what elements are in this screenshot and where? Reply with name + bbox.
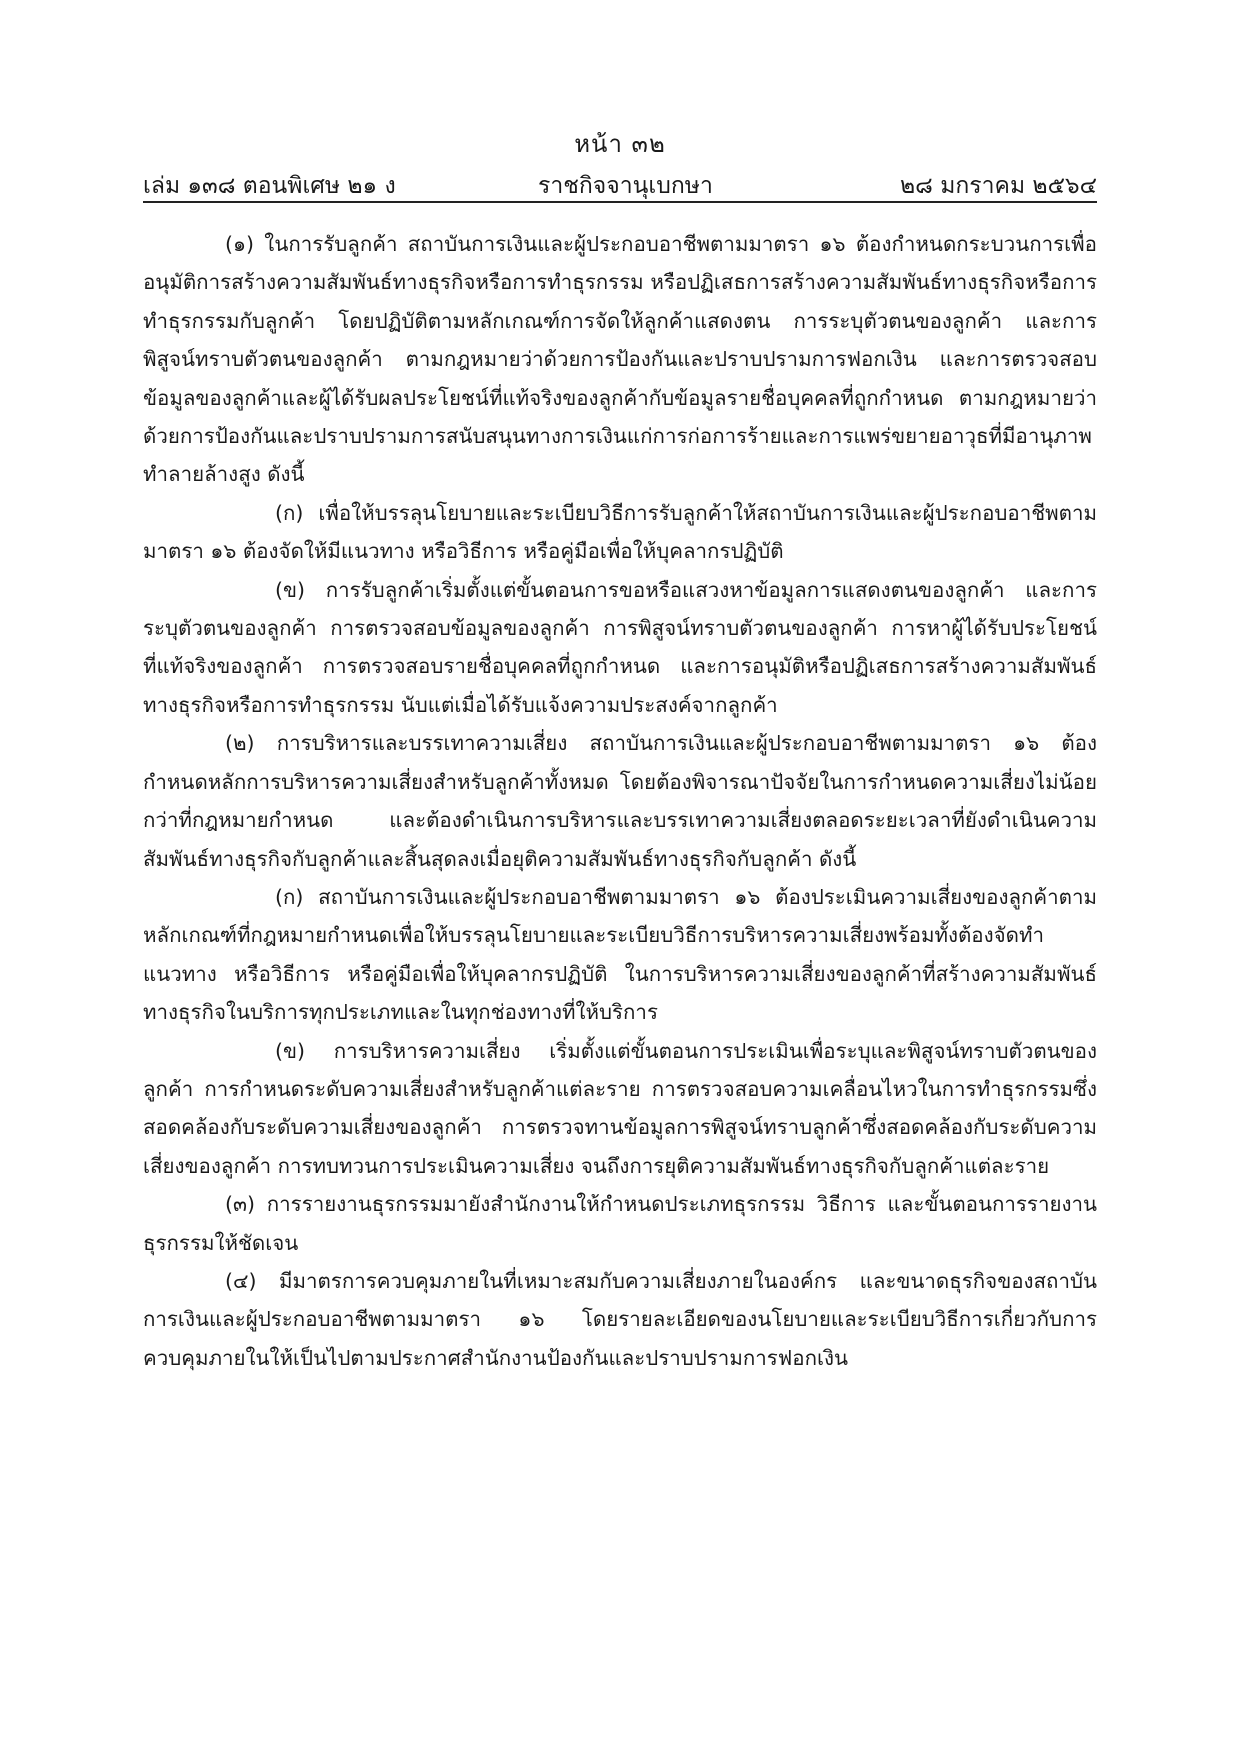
volume-issue: เล่ม ๑๓๘ ตอนพิเศษ ๒๑ ง bbox=[143, 173, 396, 199]
document-body bbox=[143, 225, 1097, 1377]
clause-3: (๓) การรายงานธุรกรรมมายังสำนักงานให้กำหนดประเภทธุรกรรม วิธีการ และขั้นตอนการรายงานธุรกรรมให้ชัดเจน bbox=[143, 1192, 1097, 1255]
clause-4: (๔) มีมาตรการควบคุมภายในที่เหมาะสมกับความเสี่ยงภายในองค์กร และขนาดธุรกิจของสถาบันการเงินและผู้ประกอบอาชีพตามมาตรา ๑๖ โดยรายละเอียดของนโยบายและระเบียบวิธีการเกี่ยวกับการควบคุมภายในให้เป็นไปตามประกาศสำนักงานป้องกันและปราบปรามการฟอกเงิน bbox=[143, 1268, 1097, 1370]
clause-2: (๒) การบริหารและบรรเทาความเสี่ยง สถาบันการเงินและผู้ประกอบอาชีพตามมาตรา ๑๖ ต้องกำหนดหลักการบริหารความเสี่ยงสำหรับลูกค้าทั้งหมด โดยต้องพิจารณาปัจจัยในการกำหนดความเสี่ยงไม่น้อยกว่าที่กฎหมายกำหนด และต้องดำเนินการบริหารและบรรเทาความเสี่ยงตลอดระยะเวลาที่ยังดำเนินความสัมพันธ์ทางธุรกิจกับลูกค้าและสิ้นสุดลงเมื่อยุติความสัมพันธ์ทางธุรกิจกับลูกค้า ดังนี้ bbox=[143, 731, 1097, 871]
clause-1-a: (ก) เพื่อให้บรรลุนโยบายและระเบียบวิธีการรับลูกค้าให้สถาบันการเงินและผู้ประกอบอาชีพตามมาตรา ๑๖ ต้องจัดให้มีแนวทาง หรือวิธีการ หรือคู่มือเพื่อให้บุคลากรปฏิบัติ bbox=[143, 500, 1097, 564]
publication-date: ๒๘ มกราคม ๒๕๖๔ bbox=[899, 173, 1097, 199]
page-number: หน้า ๓๒ bbox=[574, 130, 666, 158]
clause-2-a: (ก) สถาบันการเงินและผู้ประกอบอาชีพตามมาตรา ๑๖ ต้องประเมินความเสี่ยงของลูกค้าตามหลักเกณฑ์ที่กฎหมายกำหนดเพื่อให้บรรลุนโยบายและระเบียบวิธีการบริหารความเสี่ยงพร้อมทั้งต้องจัดทำแนวทาง หรือวิธีการ หรือคู่มือเพื่อให้บุคลากรปฏิบัติ ในการบริหารความเสี่ยงของลูกค้าที่สร้างความสัมพันธ์ทางธุรกิจในบริการทุกประเภทและในทุกช่องทางที่ให้บริการ bbox=[143, 884, 1097, 1025]
gazette-title: ราชกิจจานุเบกษา bbox=[538, 173, 713, 199]
clause-1: (๑) ในการรับลูกค้า สถาบันการเงินและผู้ประกอบอาชีพตามมาตรา ๑๖ ต้องกำหนดกระบวนการเพื่ออนุมัติการสร้างความสัมพันธ์ทางธุรกิจหรือการทำธุรกรรม หรือปฏิเสธการสร้างความสัมพันธ์ทางธุรกิจหรือการทำธุรกรรมกับลูกค้า โดยปฏิบัติตามหลักเกณฑ์การจัดให้ลูกค้าแสดงตน การระบุตัวตนของลูกค้า และการพิสูจน์ทราบตัวตนของลูกค้า ตามกฎหมายว่าด้วยการป้องกันและปราบปรามการฟอกเงิน และการตรวจสอบข้อมูลของลูกค้าและผู้ได้รับผลประโยชน์ที่แท้จริงของลูกค้ากับข้อมูลรายชื่อบุคคลที่ถูกกำหนด ตามกฎหมายว่าด้วยการป้องกันและปราบปรามการสนับสนุนทางการเงินแก่การก่อการร้ายและการแพร่ขยายอาวุธที่มีอานุภาพทำลายล้างสูง ดังนี้ bbox=[143, 232, 1097, 487]
clause-1-b: (ข) การรับลูกค้าเริ่มตั้งแต่ขั้นตอนการขอหรือแสวงหาข้อมูลการแสดงตนของลูกค้า และการระบุตัวตนของลูกค้า การตรวจสอบข้อมูลของลูกค้า การพิสูจน์ทราบตัวตนของลูกค้า การหาผู้ได้รับประโยชน์ที่แท้จริงของลูกค้า การตรวจสอบรายชื่อบุคคลที่ถูกกำหนด และการอนุมัติหรือปฏิเสธการสร้างความสัมพันธ์ทางธุรกิจหรือการทำธุรกรรม นับแต่เมื่อได้รับแจ้งความประสงค์จากลูกค้า bbox=[143, 577, 1097, 717]
header-divider bbox=[143, 201, 1097, 203]
gazette-header bbox=[143, 168, 1097, 204]
clause-2-b: (ข) การบริหารความเสี่ยง เริ่มตั้งแต่ขั้นตอนการประเมินเพื่อระบุและพิสูจน์ทราบตัวตนของลูกค้า การกำหนดระดับความเสี่ยงสำหรับลูกค้าแต่ละราย การตรวจสอบความเคลื่อนไหวในการทำธุรกรรมซึ่งสอดคล้องกับระดับความเสี่ยงของลูกค้า การตรวจทานข้อมูลการพิสูจน์ทราบลูกค้าซึ่งสอดคล้องกับระดับความเสี่ยงของลูกค้า การทบทวนการประเมินความเสี่ยง จนถึงการยุติความสัมพันธ์ทางธุรกิจกับลูกค้าแต่ละราย bbox=[143, 1038, 1097, 1178]
